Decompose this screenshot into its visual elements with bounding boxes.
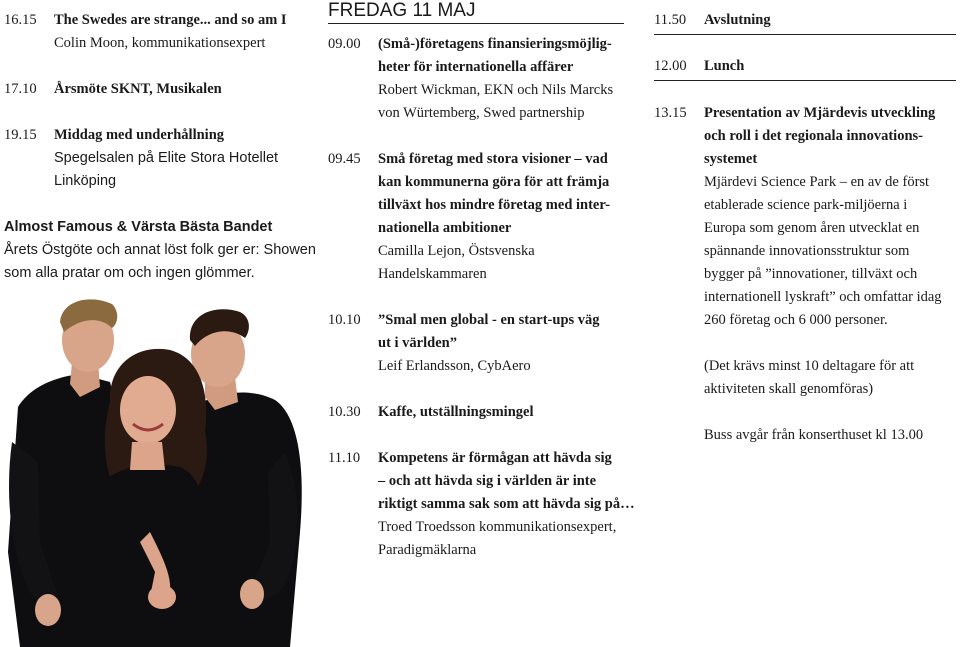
day-heading: FREDAG 11 MAJ <box>328 0 476 21</box>
item-body: Mjärdevi Science Park – en av de först <box>704 174 930 190</box>
bus-info: Buss avgår från konserthuset kl 13.00 <box>704 427 924 443</box>
event-venue: Spegelsalen på Elite Stora Hotellet <box>54 150 279 166</box>
event-time: 19.15 <box>4 127 37 143</box>
item-speaker: Leif Erlandsson, CybAero <box>378 358 531 374</box>
item-body: 260 företag och 6 000 personer. <box>704 312 888 328</box>
row-rule <box>654 80 956 81</box>
band-title: Almost Famous & Värsta Bästa Bandet <box>4 219 273 235</box>
event-time: 16.15 <box>4 12 37 28</box>
item-title: Kaffe, utställningsmingel <box>378 404 534 420</box>
event-title: The Swedes are strange... and so am I <box>54 12 287 28</box>
item-body: spännande innovationsstruktur som <box>704 243 910 259</box>
item-time: 12.00 <box>654 58 687 74</box>
item-title: Små företag med stora visioner – vad <box>378 151 608 167</box>
item-title: (Små-)företagens finansieringsmöjlig- <box>378 36 612 52</box>
item-speaker: Camilla Lejon, Östsvenska <box>378 243 535 259</box>
item-speaker: Paradigmäklarna <box>378 542 477 558</box>
item-title: nationella ambitioner <box>378 220 512 236</box>
item-time: 11.10 <box>328 450 361 466</box>
item-title: Kompetens är förmågan att hävda sig <box>378 450 612 466</box>
item-title: ”Smal men global - en start-ups väg <box>378 312 600 328</box>
event-title: Årsmöte SKNT, Musikalen <box>54 81 222 97</box>
event-time: 17.10 <box>4 81 37 97</box>
row-rule <box>654 34 956 35</box>
band-description: Årets Östgöte och annat löst folk ger er: Showen <box>4 242 316 258</box>
item-title: Presentation av Mjärdevis utveckling <box>704 105 936 121</box>
item-body: internationell lyskraft” och omfattar idag <box>704 289 942 305</box>
event-venue: Linköping <box>54 173 117 189</box>
left-man-hand <box>35 594 61 626</box>
item-title: – och att hävda sig i världen är inte <box>378 473 597 489</box>
day-heading-rule <box>328 23 624 24</box>
woman-face <box>120 376 176 444</box>
item-body: Europa som genom åren utvecklat en <box>704 220 920 236</box>
event-title: Middag med underhållning <box>54 127 225 143</box>
item-time: 09.45 <box>328 151 361 167</box>
item-time: 10.30 <box>328 404 361 420</box>
item-title: Avslutning <box>704 12 771 28</box>
item-time: 11.50 <box>654 12 687 28</box>
item-speaker: Handelskammaren <box>378 266 487 282</box>
woman-neck <box>130 442 165 470</box>
item-time: 13.15 <box>654 105 687 121</box>
item-title: kan kommunerna göra för att främja <box>378 174 610 190</box>
item-title: Lunch <box>704 58 745 74</box>
woman-body <box>85 464 208 647</box>
item-title: heter för internationella affärer <box>378 59 574 75</box>
band-photo <box>0 292 310 647</box>
band-description: som alla pratar om och ingen glömmer. <box>4 265 255 281</box>
participation-note: (Det krävs minst 10 deltagare för att <box>704 358 915 374</box>
item-time: 09.00 <box>328 36 361 52</box>
item-title: riktigt samma sak som att hävda sig på… <box>378 496 635 512</box>
participation-note: aktiviteten skall genomföras) <box>704 381 874 397</box>
item-title: och roll i det regionala innovations- <box>704 128 923 144</box>
item-title: ut i världen” <box>378 335 457 351</box>
right-man-hand <box>240 579 264 609</box>
woman-hand <box>148 585 176 609</box>
item-title: systemet <box>704 151 758 167</box>
item-body: bygger på ”innovationer, tillväxt och <box>704 266 918 282</box>
item-time: 10.10 <box>328 312 361 328</box>
item-speaker: Robert Wickman, EKN och Nils Marcks <box>378 82 614 98</box>
event-speaker: Colin Moon, kommunikationsexpert <box>54 35 266 51</box>
item-title: tillväxt hos mindre företag med inter- <box>378 197 611 213</box>
item-speaker: von Würtemberg, Swed partnership <box>378 105 585 121</box>
item-body: etablerade science park-miljöerna i <box>704 197 908 213</box>
item-speaker: Troed Troedsson kommunikationsexpert, <box>378 519 617 535</box>
